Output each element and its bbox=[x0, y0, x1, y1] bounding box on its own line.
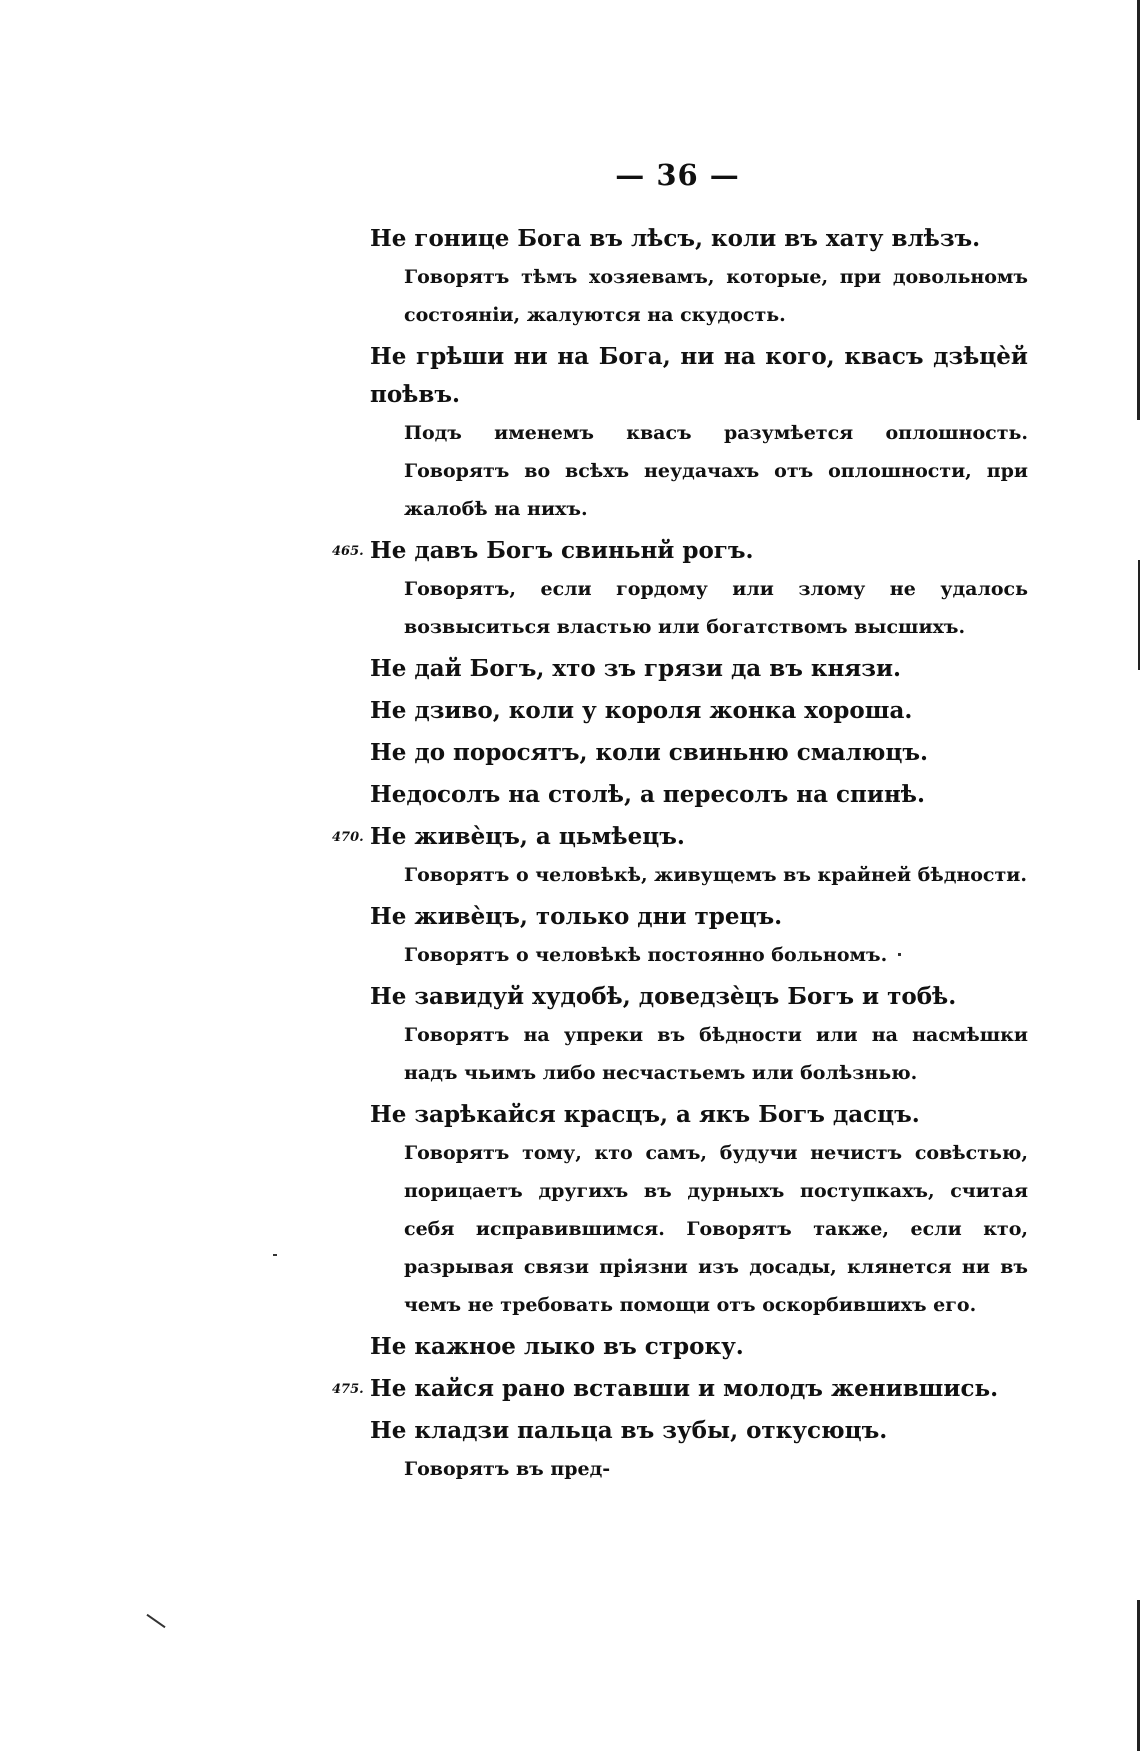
scan-speck bbox=[146, 1614, 165, 1628]
proverb-text: Не кладзи пальца въ зубы, откусюцъ. bbox=[370, 1417, 888, 1444]
proverb-text: Не живѐцъ, а цьмѣецъ. bbox=[370, 823, 685, 850]
proverb-text: Не до поросятъ, коли свиньню смалюцъ. bbox=[370, 739, 929, 766]
proverb-comment: Говорятъ тому, кто самъ, будучи нечистъ совѣстью, порицаетъ другихъ въ дурныхъ поступкахъ, считая себя исправившимся. Говорятъ также, если кто, разрывая связи прiязни изъ досады, клянется ни въ чемъ не требовать помощи отъ оскорбившихъ его. bbox=[404, 1142, 1028, 1316]
entry-number: 470. bbox=[332, 830, 364, 845]
proverb-entry bbox=[370, 776, 1028, 814]
entry-number: 465. bbox=[332, 544, 364, 559]
proverb-entry bbox=[332, 1370, 1028, 1408]
page-number: — 36 — bbox=[615, 158, 740, 192]
proverb-entry bbox=[332, 818, 1028, 894]
proverb-comment: Говорятъ, если гордому или злому не удалось возвыситься властью или богатствомъ высшихъ. bbox=[404, 578, 1028, 638]
scan-speck bbox=[898, 953, 901, 956]
proverb-text: Не кажное лыко въ строку. bbox=[370, 1333, 744, 1360]
proverb-entry bbox=[370, 1096, 1028, 1324]
proverb-comment: Говорятъ о человѣкѣ постоянно больномъ. bbox=[404, 944, 888, 966]
proverb-entry bbox=[370, 692, 1028, 730]
proverb-text: Не завидуй худобѣ, доведзѐцъ Богъ и тобѣ. bbox=[370, 983, 957, 1010]
proverb-text: Не давъ Богъ свиньнй рогъ. bbox=[370, 537, 754, 564]
proverb-entry bbox=[370, 978, 1028, 1092]
proverb-entry bbox=[370, 898, 1028, 974]
proverb-entry bbox=[332, 532, 1028, 646]
entry-number: 475. bbox=[332, 1382, 364, 1397]
proverb-entry bbox=[370, 734, 1028, 772]
proverb-text: Не дай Богъ, хто зъ грязи да въ князи. bbox=[370, 655, 902, 682]
proverb-entry bbox=[370, 650, 1028, 688]
proverb-entry bbox=[370, 1328, 1028, 1366]
proverb-text: Недосолъ на столѣ, а пересолъ на спинѣ. bbox=[370, 781, 925, 808]
proverb-text: Не живѐцъ, только дни трецъ. bbox=[370, 903, 783, 930]
proverb-text: Не зарѣкайся красцъ, а якъ Богъ дасцъ. bbox=[370, 1101, 920, 1128]
proverb-comment: Подъ именемъ квасъ разумѣется оплошность. Говорятъ во всѣхъ неудачахъ отъ оплошности, при жалобѣ на нихъ. bbox=[404, 422, 1028, 520]
proverb-list bbox=[332, 220, 1028, 1492]
proverb-text: Не гонице Бога въ лѣсъ, коли въ хату влѣзъ. bbox=[370, 225, 981, 252]
proverb-entry bbox=[370, 1412, 1028, 1488]
proverb-text: Не дзиво, коли у короля жонка хороша. bbox=[370, 697, 913, 724]
proverb-comment: Говорятъ тѣмъ хозяевамъ, которые, при довольномъ состоянiи, жалуются на скудость. bbox=[404, 266, 1028, 326]
proverb-comment: Говорятъ о человѣкѣ, живущемъ въ крайней бѣдности. bbox=[404, 864, 1027, 886]
proverb-comment: Говорятъ на упреки въ бѣдности или на насмѣшки надъ чьимъ либо несчастьемъ или болѣзнью. bbox=[404, 1024, 1028, 1084]
proverb-entry bbox=[370, 338, 1028, 528]
proverb-text: Не кайся рано вставши и молодъ женившись. bbox=[370, 1375, 999, 1402]
proverb-comment: Говорятъ въ пред- bbox=[404, 1458, 611, 1480]
proverb-entry bbox=[370, 220, 1028, 334]
scan-speck bbox=[273, 1254, 277, 1256]
proverb-text: Не грѣши ни на Бога, ни на кого, квасъ дзѣцѐй поѣвъ. bbox=[370, 343, 1028, 408]
